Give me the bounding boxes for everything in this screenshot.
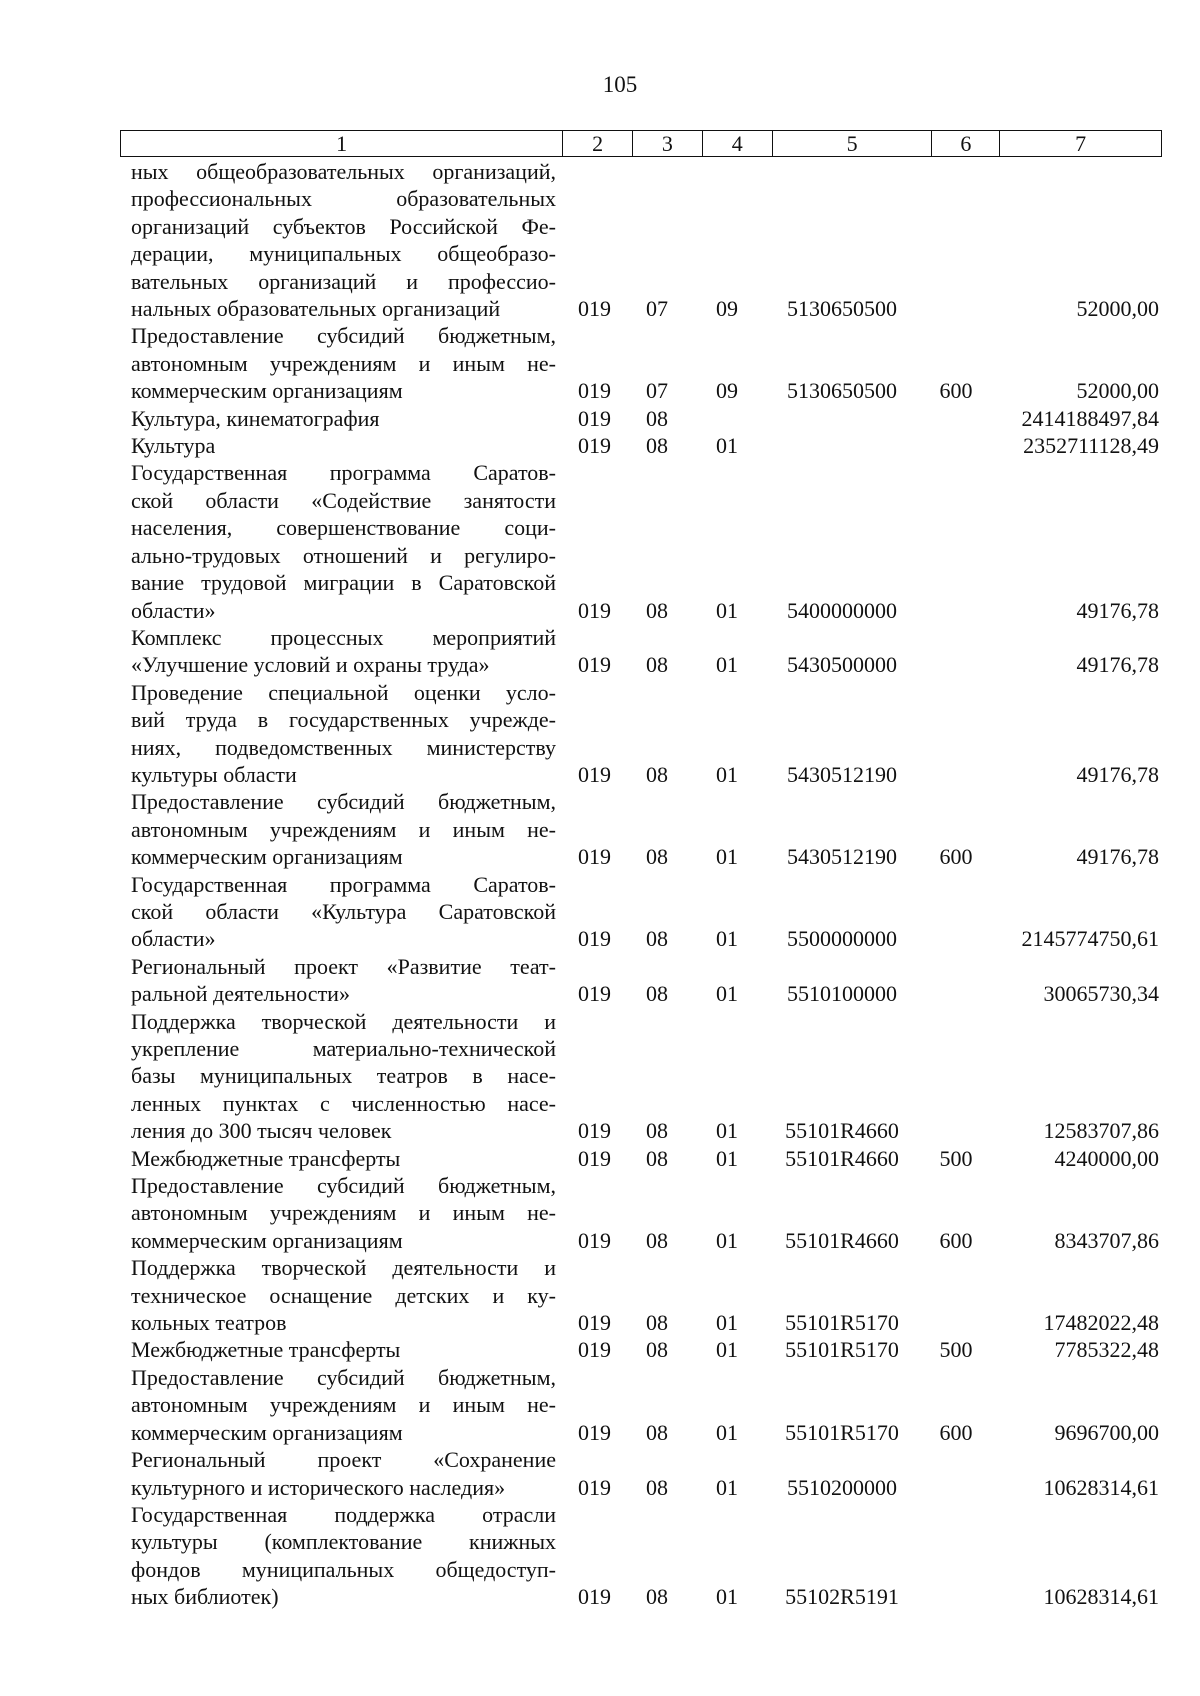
table-row [131, 432, 1171, 459]
cell-col-3: 08 [646, 1584, 668, 1610]
description-line: автономным учреждениям и иным не- [131, 816, 556, 842]
cell-col-4: 01 [716, 433, 738, 459]
row-description [131, 405, 556, 432]
cell-col-6: 600 [939, 378, 973, 404]
header-col-2: 2 [562, 131, 632, 156]
description-line: ных общеобразовательных организаций, [131, 159, 556, 184]
description-line: коммерческим организациям [131, 844, 403, 870]
description-line: коммерческим организациям [131, 378, 403, 404]
cell-col-2: 019 [578, 1310, 611, 1336]
cell-col-4: 01 [716, 1145, 738, 1171]
cell-col-2: 019 [578, 926, 611, 952]
cell-col-4: 01 [716, 981, 738, 1007]
cell-col-3: 08 [646, 1337, 668, 1363]
header-col-4: 4 [702, 131, 772, 156]
table-row [131, 1336, 1171, 1363]
cell-col-7: 2352711128,49 [1023, 433, 1159, 459]
table-row [131, 1172, 1171, 1254]
table-body [131, 158, 1171, 1611]
description-line: автономным учреждениям и иным не- [131, 1392, 556, 1418]
cell-col-2: 019 [578, 1584, 611, 1610]
table-row [131, 459, 1171, 623]
cell-col-3: 08 [646, 981, 668, 1007]
row-description [131, 459, 556, 623]
table-row [131, 322, 1171, 404]
cell-col-3: 08 [646, 1227, 668, 1253]
cell-col-6: 600 [939, 1227, 973, 1253]
cell-col-7: 49176,78 [1076, 652, 1159, 678]
row-description [131, 1008, 556, 1145]
cell-col-2: 019 [578, 405, 611, 431]
cell-col-2: 019 [578, 1474, 611, 1500]
description-line: Межбюджетные трансферты [131, 1145, 401, 1171]
cell-col-7: 49176,78 [1076, 844, 1159, 870]
description-line: Предоставление субсидий бюджетным, [131, 789, 556, 815]
description-line: укрепление материально-технической [131, 1036, 556, 1061]
header-col-6: 6 [931, 131, 999, 156]
header-col-3: 3 [632, 131, 702, 156]
cell-col-6: 600 [939, 1419, 973, 1445]
description-line: культуры области [131, 761, 297, 787]
cell-col-7: 9696700,00 [1054, 1419, 1159, 1445]
cell-col-3: 08 [646, 1310, 668, 1336]
cell-col-3: 08 [646, 405, 668, 431]
description-line: ления до 300 тысяч человек [131, 1118, 392, 1144]
cell-col-7: 17482022,48 [1043, 1310, 1159, 1336]
cell-col-4: 01 [716, 1337, 738, 1363]
cell-col-4: 01 [716, 1227, 738, 1253]
row-description [131, 953, 556, 1008]
page-number: 105 [602, 72, 638, 97]
cell-col-5: 5430512190 [787, 761, 897, 787]
cell-col-4: 09 [716, 296, 738, 322]
description-line: Поддержка творческой деятельности и [131, 1008, 556, 1034]
cell-col-6: 600 [939, 844, 973, 870]
header-col-1: 1 [336, 131, 348, 156]
description-line: Комплекс процессных мероприятий [131, 624, 556, 650]
cell-col-3: 08 [646, 597, 668, 623]
cell-col-7: 8343707,86 [1054, 1227, 1159, 1253]
cell-col-2: 019 [578, 844, 611, 870]
table-row [131, 953, 1171, 1008]
description-line: ных библиотек) [131, 1584, 279, 1610]
table-row [131, 1008, 1171, 1145]
table-row [131, 624, 1171, 679]
description-line: культурного и исторического наследия» [131, 1474, 506, 1500]
cell-col-7: 7785322,48 [1054, 1337, 1159, 1363]
description-line: Предоставление субсидий бюджетным, [131, 323, 556, 349]
cell-col-2: 019 [578, 1337, 611, 1363]
table-header [120, 130, 1162, 157]
cell-col-3: 08 [646, 844, 668, 870]
cell-col-5: 5510100000 [787, 981, 897, 1007]
cell-col-3: 08 [646, 1145, 668, 1171]
cell-col-7: 49176,78 [1076, 597, 1159, 623]
row-description [131, 624, 556, 679]
row-description [131, 1172, 556, 1254]
cell-col-7: 30065730,34 [1043, 981, 1159, 1007]
description-line: автономным учреждениям и иным не- [131, 1200, 556, 1226]
description-line: ально-трудовых отношений и регулиро- [131, 542, 556, 568]
table-row [131, 871, 1171, 953]
cell-col-5: 55101R4660 [785, 1118, 899, 1144]
description-line: профессиональных образовательных [131, 186, 556, 212]
row-description [131, 679, 556, 789]
cell-col-6: 500 [939, 1145, 973, 1171]
row-description [131, 1336, 556, 1363]
description-line: Государственная программа Саратов- [131, 871, 556, 897]
cell-col-7: 52000,00 [1076, 296, 1159, 322]
table-row [131, 788, 1171, 870]
row-description [131, 322, 556, 404]
description-line: Проведение специальной оценки усло- [131, 679, 556, 705]
table-row [131, 158, 1171, 322]
cell-col-5: 5500000000 [787, 926, 897, 952]
cell-col-2: 019 [578, 296, 611, 322]
row-description [131, 871, 556, 953]
cell-col-7: 2145774750,61 [1021, 926, 1159, 952]
cell-col-3: 07 [646, 378, 668, 404]
cell-col-4: 09 [716, 378, 738, 404]
description-line: вий труда в государственных учрежде- [131, 707, 556, 733]
cell-col-5: 5400000000 [787, 597, 897, 623]
table-row [131, 1364, 1171, 1446]
description-line: области» [131, 926, 216, 952]
cell-col-3: 07 [646, 296, 668, 322]
cell-col-2: 019 [578, 1227, 611, 1253]
table-row [131, 1145, 1171, 1172]
description-line: автономным учреждениям и иным не- [131, 350, 556, 376]
description-line: коммерческим организациям [131, 1419, 403, 1445]
cell-col-3: 08 [646, 1118, 668, 1144]
description-line: Поддержка творческой деятельности и [131, 1255, 556, 1281]
cell-col-3: 08 [646, 761, 668, 787]
description-line: области» [131, 597, 216, 623]
header-col-7: 7 [999, 131, 1161, 156]
cell-col-5: 5130650500 [787, 296, 897, 322]
row-description [131, 158, 556, 322]
cell-col-5: 55101R4660 [785, 1227, 899, 1253]
cell-col-2: 019 [578, 761, 611, 787]
cell-col-2: 019 [578, 597, 611, 623]
table-row [131, 1446, 1171, 1501]
description-line: ральной деятельности» [131, 981, 350, 1007]
table-row [131, 1501, 1171, 1611]
description-line: Государственная программа Саратов- [131, 460, 556, 486]
cell-col-5: 5130650500 [787, 378, 897, 404]
cell-col-4: 01 [716, 1310, 738, 1336]
cell-col-7: 2414188497,84 [1021, 405, 1159, 431]
header-col-5: 5 [772, 131, 932, 156]
description-line: ленных пунктах с численностью насе- [131, 1090, 556, 1116]
row-description [131, 1254, 556, 1336]
description-line: фондов муниципальных общедоступ- [131, 1556, 556, 1582]
description-line: ской области «Культура Саратовской [131, 898, 556, 924]
cell-col-4: 01 [716, 652, 738, 678]
cell-col-5: 5430500000 [787, 652, 897, 678]
cell-col-4: 01 [716, 1474, 738, 1500]
cell-col-6: 500 [939, 1337, 973, 1363]
cell-col-3: 08 [646, 1474, 668, 1500]
cell-col-3: 08 [646, 652, 668, 678]
description-line: Предоставление субсидий бюджетным, [131, 1364, 556, 1390]
cell-col-7: 12583707,86 [1043, 1118, 1159, 1144]
row-description [131, 1145, 556, 1172]
cell-col-7: 10628314,61 [1043, 1474, 1159, 1500]
table-row [131, 1254, 1171, 1336]
row-description [131, 1446, 556, 1501]
cell-col-7: 10628314,61 [1043, 1584, 1159, 1610]
cell-col-4: 01 [716, 926, 738, 952]
description-line: Региональный проект «Сохранение [131, 1447, 556, 1473]
cell-col-7: 4240000,00 [1054, 1145, 1159, 1171]
cell-col-5: 55101R5170 [785, 1419, 899, 1445]
description-line: вание трудовой миграции в Саратовской [131, 570, 556, 596]
table-row [131, 679, 1171, 789]
cell-col-2: 019 [578, 981, 611, 1007]
description-line: Предоставление субсидий бюджетным, [131, 1173, 556, 1199]
row-description [131, 788, 556, 870]
cell-col-5: 5430512190 [787, 844, 897, 870]
cell-col-2: 019 [578, 378, 611, 404]
cell-col-2: 019 [578, 652, 611, 678]
cell-col-4: 01 [716, 1584, 738, 1610]
description-line: нальных образовательных организаций [131, 296, 501, 322]
row-description [131, 1501, 556, 1611]
cell-col-2: 019 [578, 1145, 611, 1171]
cell-col-4: 01 [716, 844, 738, 870]
description-line: ской области «Содействие занятости [131, 487, 556, 513]
cell-col-3: 08 [646, 926, 668, 952]
description-line: Культура, кинематография [131, 405, 380, 431]
description-line: «Улучшение условий и охраны труда» [131, 652, 490, 678]
cell-col-5: 55101R4660 [785, 1145, 899, 1171]
cell-col-4: 01 [716, 1118, 738, 1144]
cell-col-7: 49176,78 [1076, 761, 1159, 787]
description-line: населения, совершенствование соци- [131, 515, 556, 541]
row-description [131, 1364, 556, 1446]
table-row [131, 405, 1171, 432]
description-line: ниях, подведомственных министерству [131, 734, 556, 760]
description-line: коммерческим организациям [131, 1227, 403, 1253]
cell-col-2: 019 [578, 1419, 611, 1445]
description-line: Государственная поддержка отрасли [131, 1501, 556, 1527]
description-line: вательных организаций и профессио- [131, 268, 556, 294]
row-description [131, 432, 556, 459]
cell-col-5: 5510200000 [787, 1474, 897, 1500]
description-line: кольных театров [131, 1310, 287, 1336]
cell-col-2: 019 [578, 433, 611, 459]
cell-col-4: 01 [716, 597, 738, 623]
cell-col-4: 01 [716, 1419, 738, 1445]
cell-col-5: 55101R5170 [785, 1310, 899, 1336]
cell-col-3: 08 [646, 433, 668, 459]
description-line: дерации, муниципальных общеобразо- [131, 241, 556, 267]
cell-col-5: 55102R5191 [785, 1584, 899, 1610]
description-line: Межбюджетные трансферты [131, 1337, 401, 1363]
description-line: техническое оснащение детских и ку- [131, 1282, 556, 1308]
cell-col-5: 55101R5170 [785, 1337, 899, 1363]
cell-col-2: 019 [578, 1118, 611, 1144]
description-line: культуры (комплектование книжных [131, 1529, 556, 1555]
description-line: организаций субъектов Российской Фе- [131, 213, 556, 239]
description-line: Региональный проект «Развитие теат- [131, 953, 556, 979]
cell-col-4: 01 [716, 761, 738, 787]
description-line: Культура [131, 433, 216, 459]
cell-col-7: 52000,00 [1076, 378, 1159, 404]
cell-col-3: 08 [646, 1419, 668, 1445]
description-line: базы муниципальных театров в насе- [131, 1063, 556, 1089]
